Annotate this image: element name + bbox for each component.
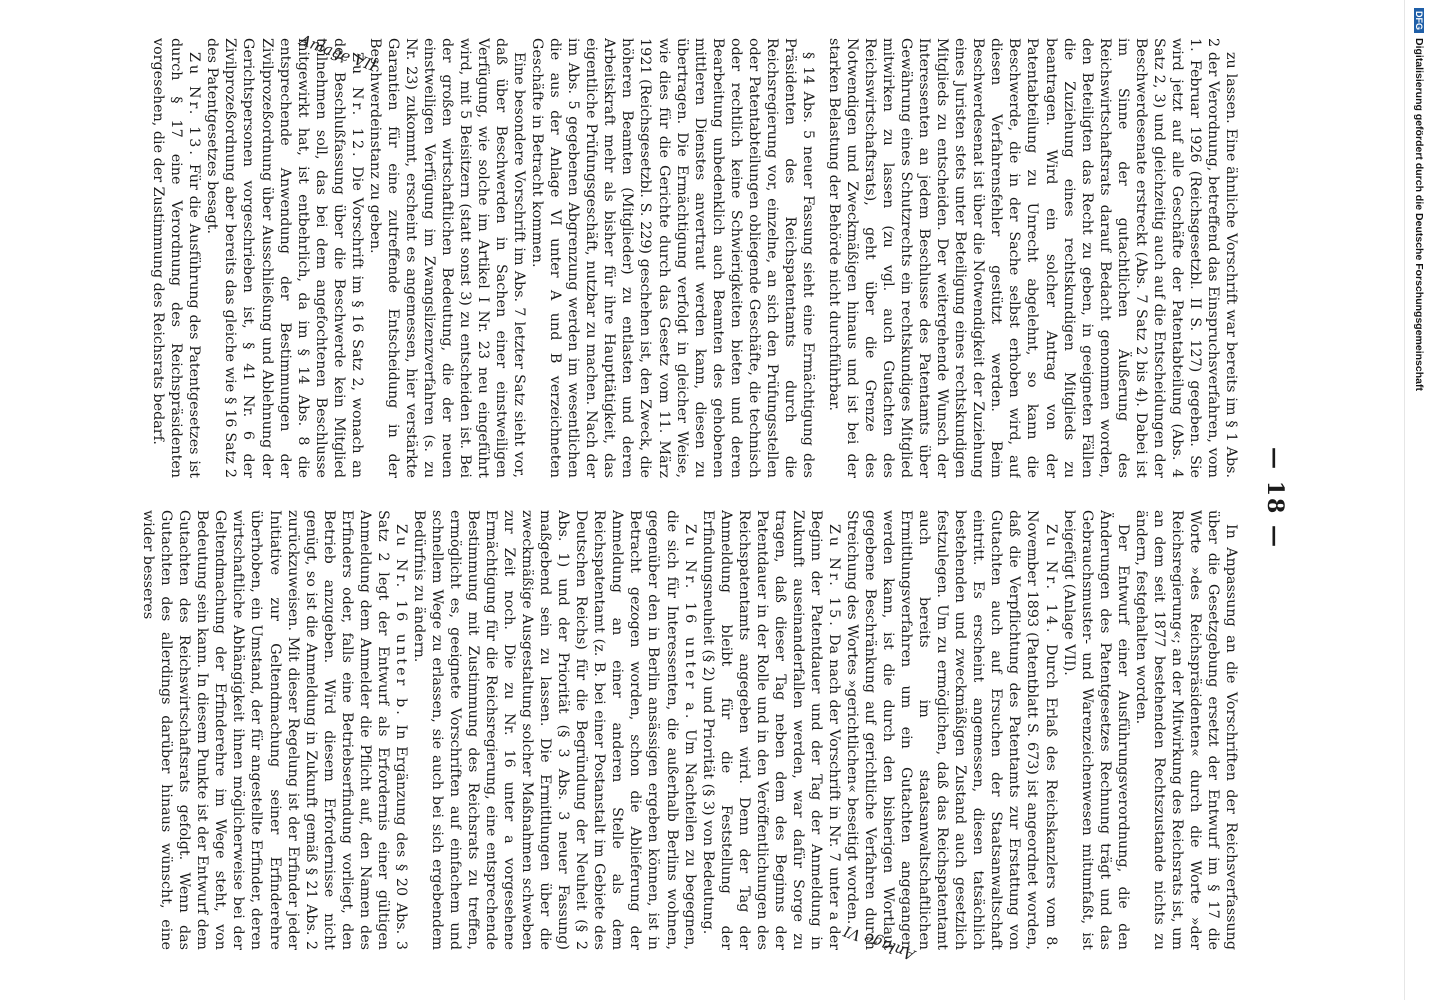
dfg-logo: DFG: [1414, 8, 1424, 33]
paragraph-lead: Zu Nr. 16 unter a.: [681, 524, 698, 722]
paragraph: [366, 38, 528, 478]
paragraph-text: Für die Ausführung des Patentgesetzes ist durch § 17 eine Verordnung des Reichspräsidenten vorgesehen, die der Zustimmung des Reichsrats bedarf.: [150, 38, 203, 478]
paragraph: [843, 510, 1060, 950]
left-column: [120, 38, 1240, 478]
annotation-anlage-vii: Anlage VII: [297, 30, 379, 76]
page-number: — 18 —: [1262, 447, 1288, 549]
paragraph: [1132, 510, 1240, 950]
paragraph: [699, 510, 843, 950]
paragraph-lead: Zu Nr. 12.: [348, 52, 365, 160]
scan-edge: [1404, 0, 1405, 1000]
paragraph: [203, 38, 365, 478]
paragraph-text: Um Nachteilen zu begegnen, die sich für Interessenten, die außerhalb Berlins wohnen, gegenüber den in Berlin ansässigen ergeben können, ist in Betracht gezogen worden, schon die Ablieferung der Anmeldung an einer anderen Stelle als dem Reichspatentamt (z. B. bei einer Postanstalt im Gebiete des Deutschen Reichs) für die Begründung der Neuheit (§ 2 Abs. 1) und der Priorität (§ 3 Abs. 3 neuer Fassung) maßgebend sein zu lassen. Die Ermittlungen über die zweckmäßige Ausgestaltung solcher Maßnahmen schweben zur Zeit noch. Die zu Nr. 16 unter a vorgesehene Ermächtigung für die Reichsregierung, eine entsprechende Bestimmung mit Zustimmung des Reichsrats zu treffen, ermöglicht es, geeignete Vorschriften auf einfachem und schnellem Wege zu erlassen, sie auch bei sich ergebendem Bedürfnis zu ändern.: [410, 510, 698, 950]
paragraph: [528, 38, 817, 478]
paragraph-text: In Ergänzung des § 20 Abs. 3 Satz 2 legt der Entwurf als Erfordernis einer gültigen Anmeldung dem Anmelder die Pflicht auf, den Namen des Erfinders oder, falls eine Betriebserfindung vorliegt, den Betrieb anzugeben. Wird diesem Erfordernisse nicht genügt, so ist die Anmeldung in Zukunft gemäß § 21 Abs. 2 zurückzuweisen. Mit dieser Regelung ist der Erfinder jeder Initiative zur Geltendmachung seiner Erfinderehre überhoben, ein Umstand, der für angestellte Erfinder, deren wirtschaftliche Abhängigkeit ihnen möglicherweise bei der Geltendmachung der Erfinderehre im Wege steht, von Bedeutung sein kann. In diesem Punkte ist der Entwurf dem Gutachten des Reichswirtschaftsrats gefolgt. Wenn das Gutachten des allerdings darüber hinaus wünscht, eine wider besseres: [140, 510, 409, 950]
paragraph: [410, 510, 699, 950]
paragraph: [139, 510, 410, 950]
paragraph-text: Der Entwurf einer Ausführungsverordnung, die den Änderungen des Patentgesetzes Rechnung trägt und das Gebrauchsmuster- und Warenzeichenwesen mitumfaßt, ist beigefügt (Anlage VII).: [1060, 510, 1131, 950]
paragraph-text: zu lassen. Eine ähnliche Vorschrift war bereits im § 1 Abs. 2 der Verordnung, betreffend das Einspruchsverfahren, vom 1. Februar 1926 (Reichsgesetzbl. II S. 127) gegeben. Sie wird jetzt auf alle Geschäfte der Patentabteilung (Abs. 4 Satz 2, 3) und gleichzeitig auch auf die Entscheidungen der Beschwerdesenate erstreckt (Abs. 7 Satz 2 bis 4). Dabei ist im Sinne der gutachtlichen Äußerung des Reichswirtschaftsrats darauf Bedacht genommen worden, den Beteiligten das Recht zu geben, in geeigneten Fällen die Zuziehung eines rechtskundigen Mitglieds zu beantragen. Wird ein solcher Antrag von der Patentabteilung zu Unrecht abgelehnt, so kann die Beschwerde, die in der Sache selbst erhoben wird, auf diesen Verfahrensfehler gestützt werden. Beim Beschwerdesenat ist über die Notwendigkeit der Zuziehung eines Juristen stets unter Beteiligung eines rechtskundigen Mitglieds zu entscheiden. Der weitergehende Wunsch der Interessenten an jedem Beschlusse des Patentamts über Gewährung eines Schutzrechts ein rechtskundiges Mitglied mitwirken zu lassen (zu vgl. auch Gutachten des Reichswirtschaftsrats), geht über die Grenze des Notwendigen und Zweckmäßigen hinaus und ist bei der starken Belastung der Behörde nicht durchführbar.: [825, 38, 1239, 478]
paragraph-lead: Zu Nr. 15.: [825, 524, 842, 629]
paragraph-text: Die Vorschrift im § 16 Satz 2, wonach an der Beschlußfassung über die Beschwerde kein Mitglied teilnehmen soll, das bei dem angefochtenen Beschlusse mitgewirkt hat, ist entbehrlich, da im § 14 Abs. 8 die entsprechende Anwendung der Bestimmungen der Zivilprozeßordnung über Ausschließung und Ablehnung der Gerichtspersonen vorgeschrieben ist, § 41 Nr. 6 der Zivilprozeßordnung aber bereits das gleiche wie § 16 Satz 2 des Patentgesetzes besagt.: [204, 38, 365, 478]
annotation-anlage-vi: Anlage VI: [841, 921, 918, 965]
paragraph-text: Durch Erlaß des Reichskanzlers vom 8. November 1893 (Patentblatt S. 673) ist angeordnet worden, daß die Verpflichtung des Patentamts zur Erstattung von Gutachten auch auf Ersuchen der Staatsanwaltschaft eintritt. Es erscheint angemessen, diesen tatsächlich bestehenden und zweckmäßigen Zustand auch gesetzlich festzulegen. Um zu ermöglichen, daß das Reichspatentamt auch bereits im staatsanwaltschaftlichen Ermittlungsverfahren um ein Gutachten angegangen werden kann, ist die durch den bisherigen Wortlaut gegebene Beschränkung auf gerichtliche Verfahren durch Streichung des Wortes »gerichtlichen« beseitigt worden.: [844, 510, 1059, 950]
paragraph-lead: Zu Nr. 13.: [186, 52, 203, 158]
paragraph-text: Eine besondere Vorschrift im Abs. 7 letzter Satz sieht vor, daß über Beschwerden in Sachen einer einstweiligen Verfügung, wie solche im Artikel I Nr. 23 neu eingeführt wird, mit 5 Beisitzern (statt sonst 3) zu entscheiden ist. Bei der großen wirtschaftlichen Bedeutung, die der neuen einstweiligen Verfügung im Zwangslizenzverfahren (s. zu Nr. 23) zukommt, erscheint es angemessen, hier verstärkte Garantien für eine zutreffende Entscheidung in der Beschwerdeinstanz zu geben.: [366, 38, 528, 478]
paragraph-text: In Anpassung an die Vorschriften der Reichsverfassung über die Gesetzgebung ersetzt der Entwurf im § 17 die Worte »des Reichspräsidenten« durch die Worte »der Reichsregierung«; an der Mitwirkung des Reichsrats ist, um an dem seit 1877 bestehenden Rechtszustande nichts zu ändern, festgehalten worden.: [1132, 510, 1239, 950]
paragraph-text: Da nach der Vorschrift in Nr. 7 unter a der Beginn der Patentdauer und der Tag der Anmeldung in Zukunft auseinanderfallen werden, war dafür Sorge zu tragen, daß dieser Tag neben dem des Beginns der Patentdauer in der Rolle und in den Veröffentlichungen des Reichspatentamts angegeben wird. Denn der Tag der Anmeldung bleibt für die Feststellung der Erfindungsneuheit (§ 2) und Priorität (§ 3) von Bedeutung.: [699, 510, 842, 950]
right-column: [120, 510, 1240, 950]
paragraph-lead: Zu Nr. 16 unter b.: [392, 524, 409, 718]
paragraph-text: § 14 Abs. 5 neuer Fassung sieht eine Ermächtigung des Präsidenten des Reichspatentamts durch die Reichsregierung vor, einzelne, an sich den Prüfungsstellen oder Patentabteilungen obliegende Geschäfte, die technisch oder rechtlich keine Schwierigkeiten bieten und deren Bearbeitung unbedenklich auch Beamten des gehobenen mittleren Dienstes anvertraut werden kann, diesen zu übertragen. Die Ermächtigung verfolgt in gleicher Weise, wie dies für die Gerichte durch das Gesetz vom 11. März 1921 (Reichsgesetzbl. S. 229) geschehen ist, den Zweck, die höheren Beamten (Mitglieder) zu entlasten und deren Arbeitskraft mehr als bisher für ihre Haupttätigkeit, das eigentliche Prüfungsgeschäft, nutzbar zu machen. Nach der im Abs. 5 gegebenen Abgrenzung werden im wesentlichen die aus der Anlage VI unter A und B verzeichneten Geschäfte in Betracht kommen.: [529, 38, 816, 478]
digitization-credit: [1413, 8, 1425, 391]
paragraph: [825, 38, 1240, 478]
paragraph: [149, 38, 203, 478]
paragraph-lead: Zu Nr. 14.: [1042, 524, 1059, 636]
rotated-page: [110, 38, 1290, 958]
credit-text: Digitalisierung gefördert durch die Deutsche Forschungsgemeinschaft: [1413, 38, 1425, 391]
paragraph: [1060, 510, 1132, 950]
